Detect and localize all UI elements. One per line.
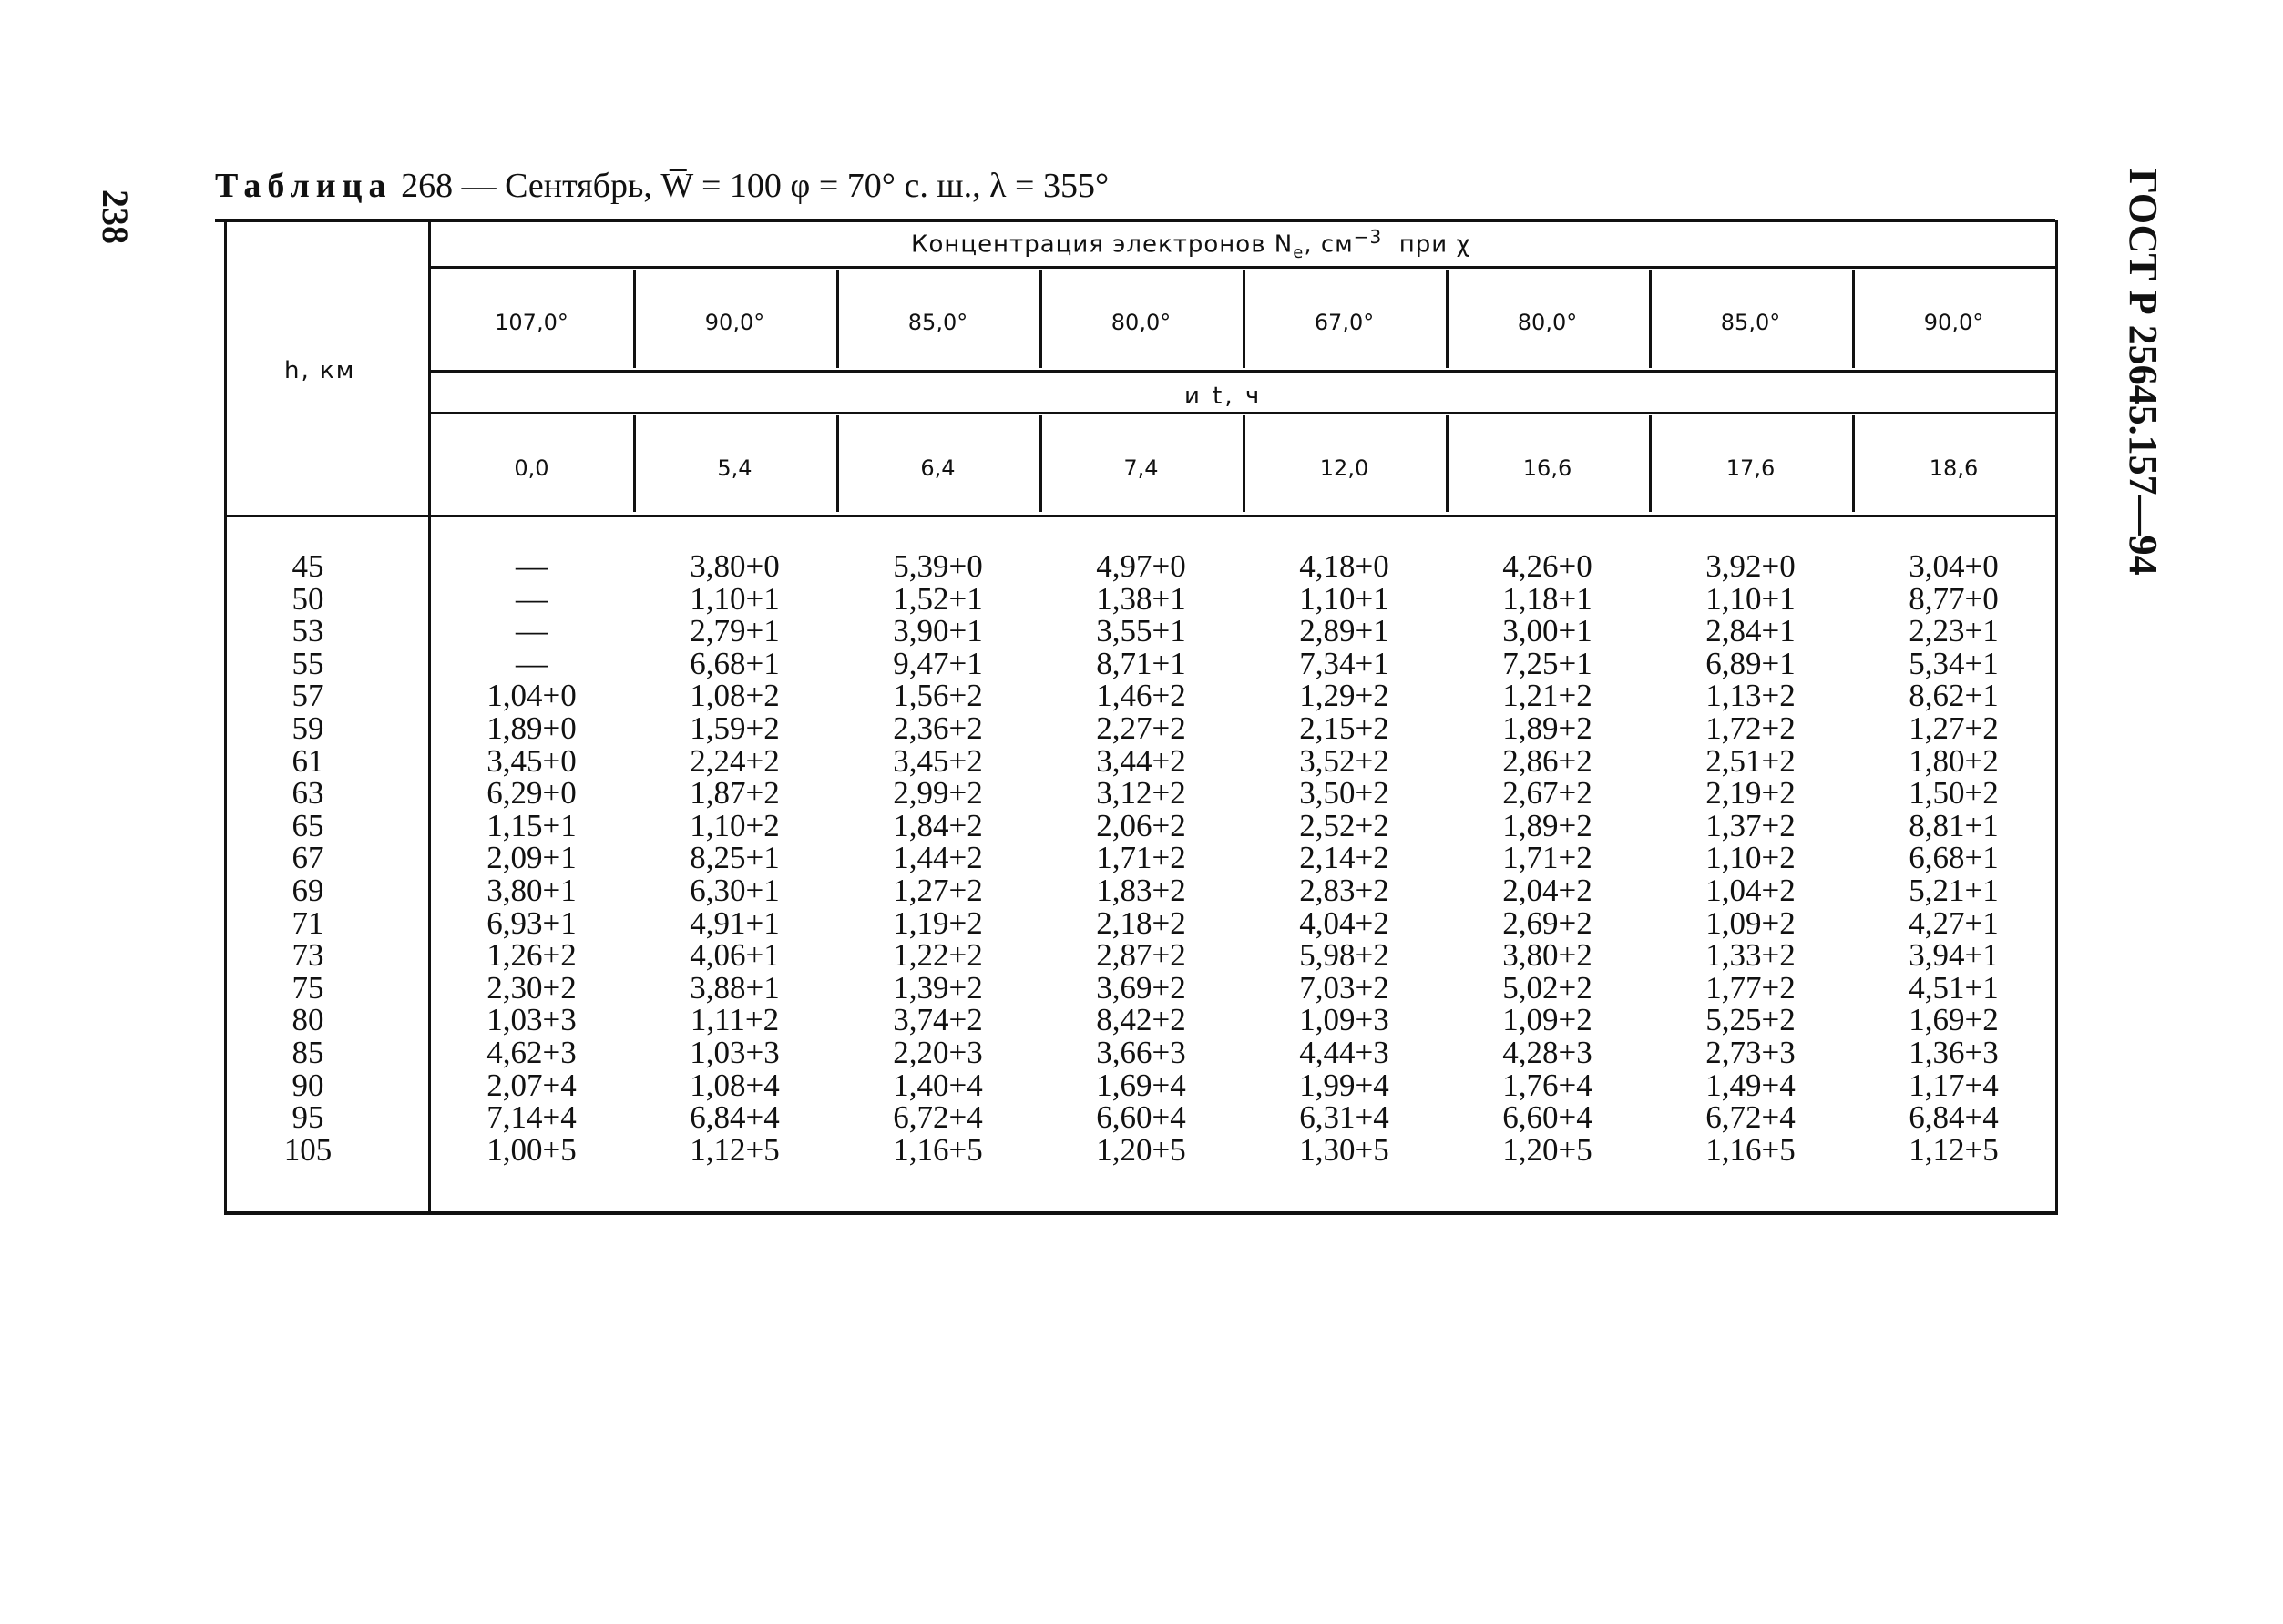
concentration-cell: 2,23+1	[1909, 613, 1999, 649]
concentration-cell: 1,20+5	[1502, 1131, 1592, 1168]
height-cell: 95	[292, 1099, 324, 1136]
chi-header-cell: 80,0°	[1517, 310, 1578, 335]
concentration-cell: 7,03+2	[1299, 969, 1389, 1006]
concentration-cell: 4,27+1	[1909, 904, 1999, 941]
concentration-cell: 6,89+1	[1705, 645, 1796, 681]
chi-header-cell: 67,0°	[1314, 310, 1375, 335]
concentration-cell: 1,83+2	[1096, 873, 1186, 908]
concentration-cell: —	[516, 613, 548, 649]
header-rule-1	[430, 266, 2055, 269]
concentration-cell: 4,44+3	[1299, 1035, 1389, 1070]
t-header-cell: 7,4	[1123, 455, 1159, 481]
table-left-border	[224, 220, 227, 1215]
height-cell: 71	[292, 904, 324, 941]
concentration-cell: 1,26+2	[486, 937, 577, 974]
header-rule-3	[430, 412, 2055, 414]
concentration-cell: 2,67+2	[1502, 775, 1592, 812]
concentration-cell: 3,80+2	[1502, 937, 1592, 974]
concentration-cell: 3,52+2	[1299, 742, 1389, 779]
height-cell: 65	[292, 807, 324, 843]
concentration-cell: 2,30+2	[486, 969, 577, 1006]
concentration-cell: 1,10+2	[690, 807, 780, 843]
concentration-cell: 2,89+1	[1299, 613, 1389, 649]
header-col-separator-chi-7	[1852, 270, 1855, 368]
concentration-cell: 7,34+1	[1299, 645, 1389, 681]
height-cell: 50	[292, 580, 324, 617]
concentration-cell: 2,04+2	[1502, 873, 1592, 908]
chi-header-cell: 107,0°	[495, 310, 568, 335]
header-bottom-rule	[226, 515, 2055, 517]
concentration-cell: 1,09+2	[1705, 904, 1796, 941]
concentration-cell: 1,71+2	[1502, 840, 1592, 876]
concentration-cell: 1,33+2	[1705, 937, 1796, 974]
header-col-separator-t-5	[1446, 415, 1449, 512]
concentration-cell: 4,97+0	[1096, 548, 1186, 584]
table-bottom-border	[224, 1211, 2058, 1215]
concentration-cell: 1,52+1	[893, 580, 983, 617]
t-header-cell: 17,6	[1725, 455, 1776, 481]
concentration-cell: 1,00+5	[486, 1131, 577, 1168]
concentration-cell: 2,18+2	[1096, 904, 1186, 941]
concentration-cell: 4,62+3	[486, 1035, 577, 1070]
header-col-separator-t-4	[1243, 415, 1245, 512]
concentration-cell: 4,04+2	[1299, 904, 1389, 941]
concentration-cell: 8,81+1	[1909, 807, 1999, 843]
concentration-cell: 2,73+3	[1705, 1035, 1796, 1070]
concentration-cell: 2,52+2	[1299, 807, 1389, 843]
concentration-cell: 1,15+1	[486, 807, 577, 843]
concentration-cell: 1,10+1	[1299, 580, 1389, 617]
concentration-cell: 6,84+4	[1909, 1099, 1999, 1136]
concentration-cell: 1,37+2	[1705, 807, 1796, 843]
height-cell: 55	[292, 645, 324, 681]
concentration-cell: 1,87+2	[690, 775, 780, 812]
concentration-cell: 2,86+2	[1502, 742, 1592, 779]
concentration-cell: 5,98+2	[1299, 937, 1389, 974]
concentration-cell: 2,27+2	[1096, 710, 1186, 746]
header-col-separator-chi-2	[836, 270, 839, 368]
table-right-border	[2055, 220, 2058, 1215]
concentration-cell: 2,14+2	[1299, 840, 1389, 876]
concentration-cell: 1,12+5	[690, 1131, 780, 1168]
concentration-cell: 3,94+1	[1909, 937, 1999, 974]
concentration-cell: 8,71+1	[1096, 645, 1186, 681]
concentration-cell: 1,59+2	[690, 710, 780, 746]
concentration-cell: 3,80+1	[486, 873, 577, 908]
concentration-cell: 1,09+3	[1299, 1002, 1389, 1038]
height-cell: 67	[292, 840, 324, 876]
concentration-cell: 1,38+1	[1096, 580, 1186, 617]
chi-header-cell: 85,0°	[907, 310, 968, 335]
concentration-cell: 2,51+2	[1705, 742, 1796, 779]
concentration-cell: 5,25+2	[1705, 1002, 1796, 1038]
concentration-cell: 1,10+2	[1705, 840, 1796, 876]
concentration-cell: 5,34+1	[1909, 645, 1999, 681]
concentration-cell: 1,50+2	[1909, 775, 1999, 812]
concentration-cell: 3,92+0	[1705, 548, 1796, 584]
concentration-cell: 2,20+3	[893, 1035, 983, 1070]
concentration-cell: 1,84+2	[893, 807, 983, 843]
table-caption-word: Таблица	[215, 167, 393, 205]
concentration-cell: 2,06+2	[1096, 807, 1186, 843]
concentration-cell: 4,91+1	[690, 904, 780, 941]
concentration-cell: 1,10+1	[690, 580, 780, 617]
concentration-cell: 1,27+2	[1909, 710, 1999, 746]
concentration-cell: 1,72+2	[1705, 710, 1796, 746]
height-cell: 61	[292, 742, 324, 779]
concentration-cell: 6,60+4	[1502, 1099, 1592, 1136]
concentration-cell: 6,30+1	[690, 873, 780, 908]
height-cell: 69	[292, 873, 324, 908]
concentration-cell: 1,30+5	[1299, 1131, 1389, 1168]
concentration-cell: —	[516, 645, 548, 681]
height-cell: 90	[292, 1067, 324, 1103]
concentration-cell: 1,17+4	[1909, 1067, 1999, 1103]
height-cell: 105	[283, 1131, 333, 1168]
concentration-cell: 2,19+2	[1705, 775, 1796, 812]
t-header-cell: 0,0	[514, 455, 549, 481]
concentration-cell: 4,06+1	[690, 937, 780, 974]
concentration-cell: 2,24+2	[690, 742, 780, 779]
t-header-cell: 6,4	[920, 455, 956, 481]
concentration-cell: 1,16+5	[893, 1131, 983, 1168]
height-label: h, км	[284, 357, 356, 384]
concentration-cell: 7,25+1	[1502, 645, 1592, 681]
concentration-cell: 1,03+3	[690, 1035, 780, 1070]
concentration-cell: 3,90+1	[893, 613, 983, 649]
table-top-border	[215, 219, 2055, 222]
header-col-separator-chi-4	[1243, 270, 1245, 368]
concentration-cell: 1,89+2	[1502, 710, 1592, 746]
concentration-cell: 1,27+2	[893, 873, 983, 908]
concentration-cell: 1,49+4	[1705, 1067, 1796, 1103]
concentration-cell: 6,29+0	[486, 775, 577, 812]
concentration-cell: 2,09+1	[486, 840, 577, 876]
header-col-separator-t-7	[1852, 415, 1855, 512]
concentration-cell: 1,22+2	[893, 937, 983, 974]
concentration-cell: 1,20+5	[1096, 1131, 1186, 1168]
concentration-cell: 9,47+1	[893, 645, 983, 681]
concentration-cell: 3,12+2	[1096, 775, 1186, 812]
concentration-cell: 1,40+4	[893, 1067, 983, 1103]
concentration-cell: 5,39+0	[893, 548, 983, 584]
concentration-cell: 8,77+0	[1909, 580, 1999, 617]
concentration-cell: 6,31+4	[1299, 1099, 1389, 1136]
concentration-cell: 6,72+4	[1705, 1099, 1796, 1136]
concentration-cell: 2,99+2	[893, 775, 983, 812]
concentration-cell: 6,84+4	[690, 1099, 780, 1136]
concentration-cell: 1,12+5	[1909, 1131, 1999, 1168]
concentration-cell: 2,36+2	[893, 710, 983, 746]
concentration-cell: 6,68+1	[1909, 840, 1999, 876]
concentration-cell: 1,99+4	[1299, 1067, 1389, 1103]
concentration-cell: 1,03+3	[486, 1002, 577, 1038]
chi-header-cell: 90,0°	[1923, 310, 1984, 335]
concentration-cell: 3,44+2	[1096, 742, 1186, 779]
concentration-cell: 1,56+2	[893, 678, 983, 714]
concentration-cell: 2,07+4	[486, 1067, 577, 1103]
concentration-cell: 1,29+2	[1299, 678, 1389, 714]
concentration-cell: 1,76+4	[1502, 1067, 1592, 1103]
concentration-cell: 3,50+2	[1299, 775, 1389, 812]
concentration-cell: —	[516, 548, 548, 584]
concentration-cell: 3,66+3	[1096, 1035, 1186, 1070]
concentration-cell: 2,87+2	[1096, 937, 1186, 974]
concentration-cell: 3,04+0	[1909, 548, 1999, 584]
concentration-cell: 1,13+2	[1705, 678, 1796, 714]
time-label: и t, ч	[1184, 383, 1263, 410]
concentration-cell: 3,45+0	[486, 742, 577, 779]
concentration-cell: 1,39+2	[893, 969, 983, 1006]
height-cell: 59	[292, 710, 324, 746]
height-cell: 75	[292, 969, 324, 1006]
height-cell: 73	[292, 937, 324, 974]
concentration-cell: 1,04+2	[1705, 873, 1796, 908]
concentration-cell: 6,60+4	[1096, 1099, 1186, 1136]
concentration-cell: 8,42+2	[1096, 1002, 1186, 1038]
header-col-separator-chi-6	[1649, 270, 1652, 368]
concentration-cell: 1,04+0	[486, 678, 577, 714]
concentration-cell: 4,26+0	[1502, 548, 1592, 584]
concentration-cell: 1,08+4	[690, 1067, 780, 1103]
concentration-cell: 3,74+2	[893, 1002, 983, 1038]
concentration-cell: 1,80+2	[1909, 742, 1999, 779]
height-cell: 45	[292, 548, 324, 584]
header-col-separator-chi-3	[1039, 270, 1042, 368]
concentration-cell: 1,08+2	[690, 678, 780, 714]
chi-header-cell: 90,0°	[704, 310, 765, 335]
table-title-rest: 268 — Сентябрь, W̅ = 100 φ = 70° с. ш., λ = 355°	[401, 167, 1110, 205]
concentration-cell: 4,28+3	[1502, 1035, 1592, 1070]
concentration-cell: 1,18+1	[1502, 580, 1592, 617]
concentration-cell: 5,21+1	[1909, 873, 1999, 908]
concentration-cell: 2,69+2	[1502, 904, 1592, 941]
t-header-cell: 5,4	[717, 455, 752, 481]
concentration-cell: 2,15+2	[1299, 710, 1389, 746]
concentration-cell: 1,36+3	[1909, 1035, 1999, 1070]
concentration-cell: 1,16+5	[1705, 1131, 1796, 1168]
header-col-separator-t-2	[836, 415, 839, 512]
height-cell: 53	[292, 613, 324, 649]
header-col-separator-t-6	[1649, 415, 1652, 512]
concentration-cell: 3,00+1	[1502, 613, 1592, 649]
header-col-separator-t-3	[1039, 415, 1042, 512]
concentration-cell: 3,88+1	[690, 969, 780, 1006]
concentration-cell: 1,69+2	[1909, 1002, 1999, 1038]
concentration-cell: 4,18+0	[1299, 548, 1389, 584]
height-cell: 85	[292, 1035, 324, 1070]
concentration-cell: 2,84+1	[1705, 613, 1796, 649]
t-header-cell: 16,6	[1522, 455, 1572, 481]
concentration-cell: 3,45+2	[893, 742, 983, 779]
concentration-cell: 7,14+4	[486, 1099, 577, 1136]
header-col-separator-chi-5	[1446, 270, 1449, 368]
table-title	[215, 166, 1109, 206]
concentration-cell: 8,25+1	[690, 840, 780, 876]
concentration-cell: 1,10+1	[1705, 580, 1796, 617]
concentration-cell: 1,89+2	[1502, 807, 1592, 843]
concentration-cell: 1,09+2	[1502, 1002, 1592, 1038]
concentration-cell: 8,62+1	[1909, 678, 1999, 714]
page-number: 238	[95, 189, 136, 244]
t-header-cell: 18,6	[1929, 455, 1979, 481]
concentration-cell: 6,68+1	[690, 645, 780, 681]
concentration-cell: 5,02+2	[1502, 969, 1592, 1006]
concentration-cell: 1,69+4	[1096, 1067, 1186, 1103]
t-header-cell: 12,0	[1319, 455, 1369, 481]
concentration-cell: 1,44+2	[893, 840, 983, 876]
concentration-cell: —	[516, 580, 548, 617]
concentration-cell: 3,55+1	[1096, 613, 1186, 649]
concentration-cell: 1,71+2	[1096, 840, 1186, 876]
header-col-separator-t-1	[633, 415, 636, 512]
concentration-cell: 3,69+2	[1096, 969, 1186, 1006]
concentration-cell: 2,79+1	[690, 613, 780, 649]
concentration-cell: 1,19+2	[893, 904, 983, 941]
concentration-cell: 6,72+4	[893, 1099, 983, 1136]
standard-code: ГОСТ Р 25645.157—94	[2121, 169, 2165, 576]
concentration-cell: 3,80+0	[690, 548, 780, 584]
chi-header-cell: 85,0°	[1720, 310, 1781, 335]
concentration-cell: 1,11+2	[690, 1002, 780, 1038]
concentration-cell: 4,51+1	[1909, 969, 1999, 1006]
concentration-cell: 6,93+1	[486, 904, 577, 941]
header-col-separator-chi-1	[633, 270, 636, 368]
concentration-cell: 2,83+2	[1299, 873, 1389, 908]
height-cell: 57	[292, 678, 324, 714]
concentration-label: Концентрация электронов $N_e$, $см^{-3}$ при χ	[911, 226, 1471, 262]
concentration-cell: 1,46+2	[1096, 678, 1186, 714]
concentration-cell: 1,21+2	[1502, 678, 1592, 714]
header-rule-2	[430, 370, 2055, 373]
height-cell: 80	[292, 1002, 324, 1038]
height-cell: 63	[292, 775, 324, 812]
concentration-cell: 1,89+0	[486, 710, 577, 746]
concentration-cell: 1,77+2	[1705, 969, 1796, 1006]
chi-header-cell: 80,0°	[1111, 310, 1172, 335]
